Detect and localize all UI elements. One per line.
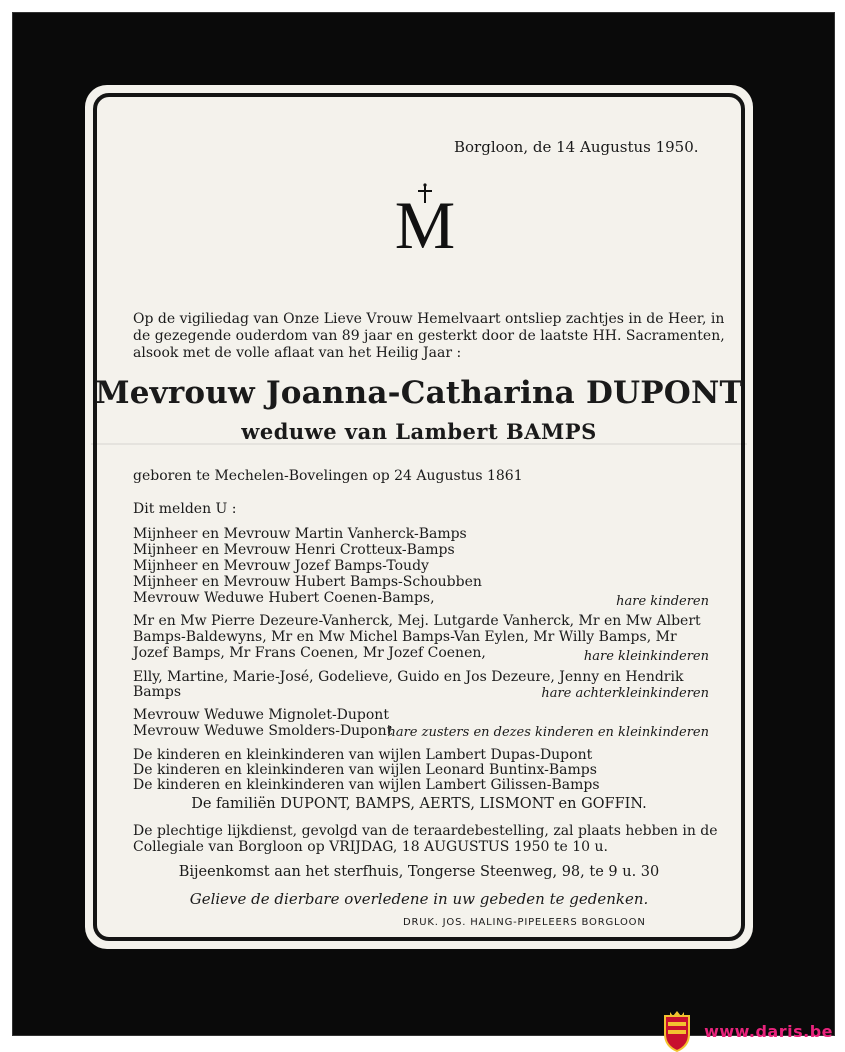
announce-line: Dit melden U : [133,501,237,517]
children-line: Mijnheer en Mevrouw Martin Vanherck-Bamps [133,526,467,542]
families-line: De familiën DUPONT, BAMPS, AERTS, LISMONT en GOFFIN. [191,796,647,812]
intro-line: de gezegende ouderdom van 89 jaar en gesterkt door de laatste HH. Sacramenten, [133,328,725,344]
grandchildren-label: hare kleinkinderen [583,649,709,664]
children-line: Mevrouw Weduwe Hubert Coenen-Bamps, [133,590,435,606]
great-grandchildren-line: Bamps [133,684,182,700]
death-notice-card [85,85,753,949]
widow-of: weduwe van Lambert BAMPS [241,419,597,444]
crest-icon [662,1010,692,1052]
great-grandchildren-label: hare achterkleinkinderen [541,686,709,701]
intro-line: Op de vigiliedag van Onze Lieve Vrouw Hemelvaart ontsliep zachtjes in de Heer, in [133,311,725,327]
relatives-line: De kinderen en kleinkinderen van wijlen Lambert Dupas-Dupont [133,747,593,763]
children-line: Mijnheer en Mevrouw Henri Crotteux-Bamps [133,542,455,558]
sisters-label: hare zusters en dezes kinderen en kleinkinderen [387,725,709,740]
birth-line: geboren te Mechelen-Bovelingen op 24 Augustus 1861 [133,468,523,484]
prayer-line: Gelieve de dierbare overledene in uw gebeden te gedenken. [189,890,649,908]
grandchildren-line: Mr en Mw Pierre Dezeure-Vanherck, Mej. Lutgarde Vanherck, Mr en Mw Albert [133,613,701,629]
grandchildren-line: Bamps-Baldewyns, Mr en Mw Michel Bamps-Van Eylen, Mr Willy Bamps, Mr [133,629,677,645]
great-grandchildren-line: Elly, Martine, Marie-José, Godelieve, Guido en Jos Dezeure, Jenny en Hendrik [133,669,684,685]
sister-line: Mevrouw Weduwe Smolders-Dupont [133,723,393,739]
funeral-line: Collegiale van Borgloon op VRIJDAG, 18 AUGUSTUS 1950 te 10 u. [133,839,608,855]
children-label: hare kinderen [616,594,709,609]
monogram-letter: M [394,187,456,263]
sister-line: Mevrouw Weduwe Mignolet-Dupont [133,707,389,723]
gathering-line: Bijeenkomst aan het sterfhuis, Tongerse Steenweg, 98, te 9 u. 30 [178,864,660,880]
relatives-line: De kinderen en kleinkinderen van wijlen Lambert Gilissen-Bamps [133,777,600,793]
site-watermark[interactable] [662,1010,833,1052]
children-line: Mijnheer en Mevrouw Hubert Bamps-Schoubben [133,574,482,590]
watermark-text[interactable]: www.daris.be [704,1021,833,1041]
funeral-line: De plechtige lijkdienst, gevolgd van de teraardebestelling, zal plaats hebben in de [133,823,718,839]
children-line: Mijnheer en Mevrouw Jozef Bamps-Toudy [133,558,429,574]
deceased-name: Mevrouw Joanna-Catharina DUPONT [95,375,743,411]
relatives-line: De kinderen en kleinkinderen van wijlen Leonard Buntinx-Bamps [133,762,597,778]
intro-line: alsook met de volle aflaat van het Heilig Jaar : [133,345,462,361]
place-date: Borgloon, de 14 Augustus 1950. [454,138,699,156]
grandchildren-line: Jozef Bamps, Mr Frans Coenen, Mr Jozef Coenen, [133,645,486,661]
printer-credit: DRUK. JOS. HALING-PIPELEERS BORGLOON [403,917,646,928]
marian-monogram-icon [385,181,465,261]
